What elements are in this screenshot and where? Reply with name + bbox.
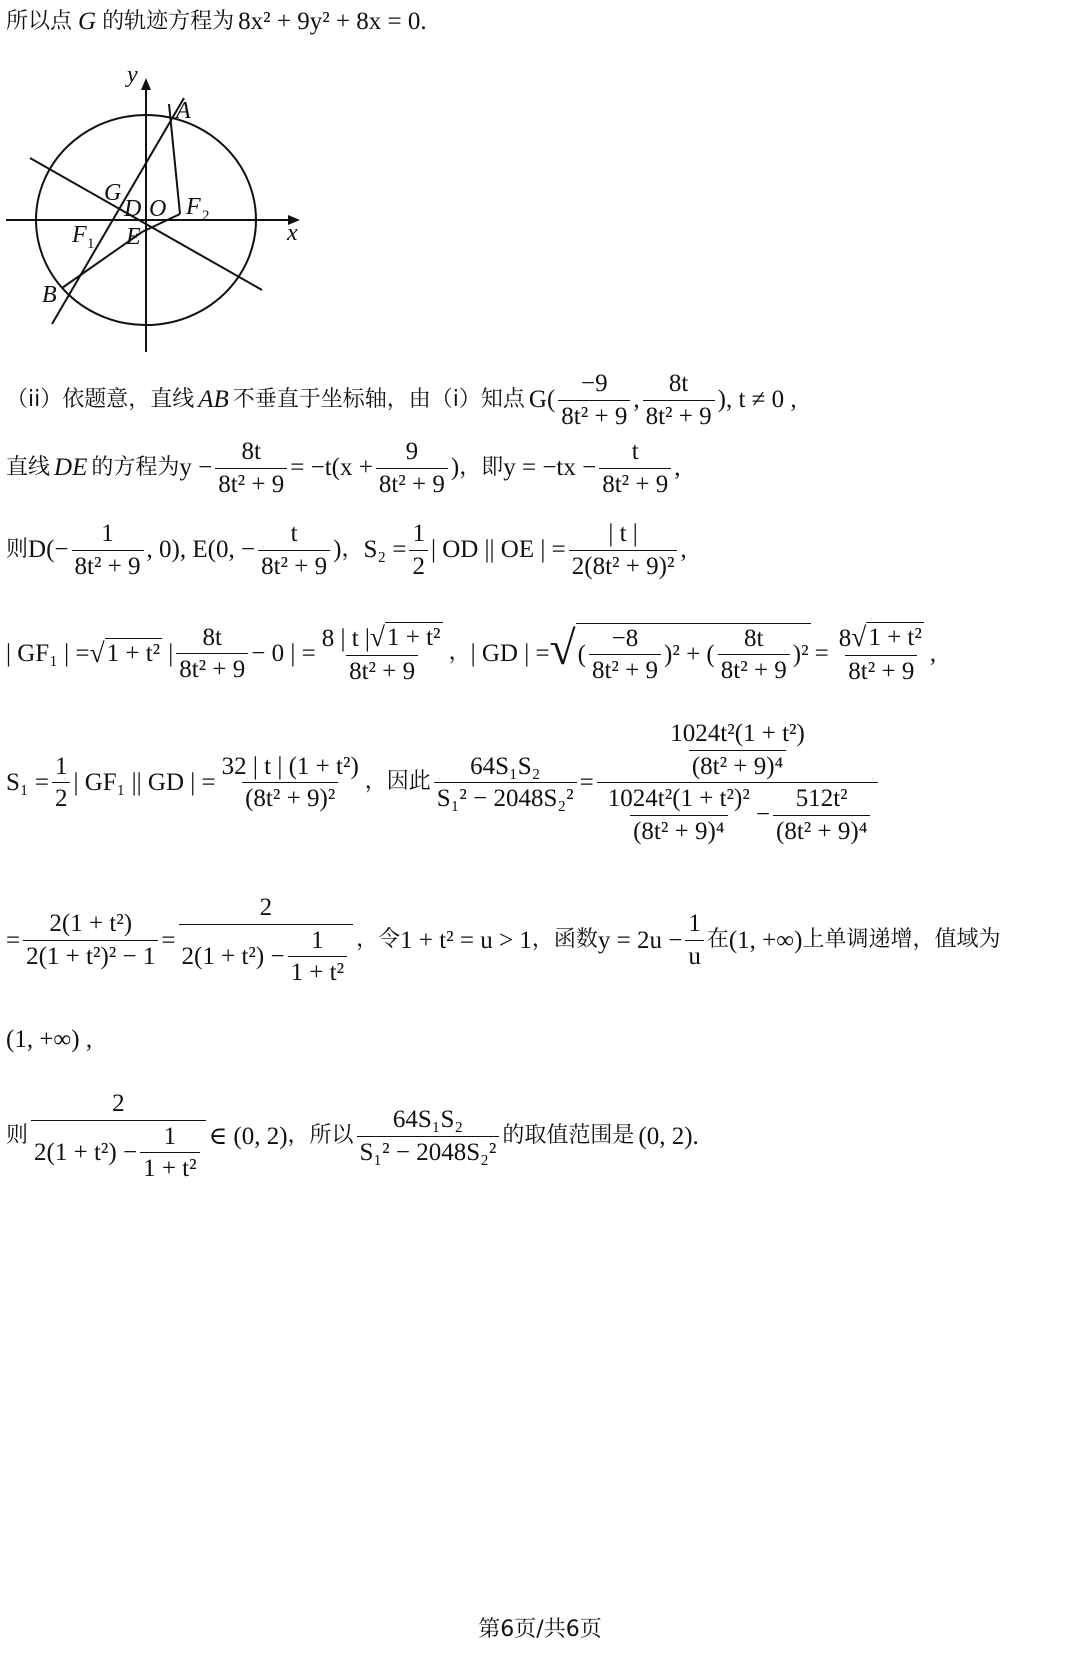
fraction: $\frac{-9}{\text{8t² + 9}}$	[558, 370, 630, 430]
text: 则	[6, 536, 29, 562]
text: ，所以	[287, 1123, 354, 1149]
expr: (1, +∞) ,	[6, 1026, 93, 1053]
line-de-equation	[6, 438, 1074, 498]
expr: 1 + t² = u > 1	[400, 926, 532, 954]
label-e: E	[126, 224, 141, 250]
fraction: 2 2(1 + t²) − $\frac{1}{\text{1 + t²}}$	[179, 894, 354, 987]
fraction: $\frac{8t}{\text{8t² + 9}}$	[215, 438, 287, 498]
comma: ,	[674, 454, 681, 482]
text: ，即	[459, 454, 504, 480]
compound-fraction: $\frac{\text{1024t²(1 + t²)}}{\text{(8t² + 9)⁴}}$ $\frac{\text{1024t²(1 + t²)²}}{\text{(8t² + 9)⁴}}$ − $\frac{\text{512t²}}{\text{(8t² + 9)⁴}}$	[597, 720, 879, 845]
text: （ii）依题意，直线	[6, 386, 195, 412]
fraction: $\frac{8t}{\text{8t² + 9}}$	[643, 370, 715, 430]
fraction: $\frac{1}{2}$	[409, 520, 428, 580]
expr: =	[161, 926, 176, 954]
part-ii-line	[6, 370, 1074, 430]
label-y: y	[127, 62, 138, 88]
sqrt: √ 1 + t²	[89, 637, 161, 669]
label-d: D	[124, 196, 142, 222]
expr: S₂ =	[363, 536, 407, 564]
gf1-gd-line	[6, 622, 1074, 685]
result: (0, 2)	[638, 1122, 693, 1150]
fraction: $\frac{t}{\text{8t² + 9}}$	[599, 438, 671, 498]
text: 上单调递增，值域为	[802, 927, 1001, 953]
sqrt: √ ( $\frac{-8}{\text{8t² + 9}}$ )² + ( $\frac{8t}{\text{8t² + 9}}$ )²	[549, 622, 809, 684]
fraction: $\frac{9}{\text{8t² + 9}}$	[376, 438, 448, 498]
period: .	[692, 1122, 699, 1150]
fraction: 8 √ 1 + t² 8t² + 9	[838, 621, 922, 685]
expr: | GF₁ || GD | =	[73, 768, 216, 796]
expr: )	[450, 454, 460, 482]
expr: y = 2u −	[597, 926, 683, 954]
expr: D(−	[28, 536, 69, 564]
text: 的取值范围是	[502, 1123, 635, 1149]
trajectory-line	[6, 8, 1074, 36]
text: 直线	[6, 454, 51, 480]
label-f1-sub: 1	[87, 236, 95, 252]
line-name: DE	[54, 454, 88, 482]
condition: ), t ≠ 0 ,	[717, 386, 797, 414]
text: ，	[341, 536, 364, 562]
text: 的方程为	[91, 454, 180, 480]
comma: ,	[929, 639, 937, 667]
trajectory-equation: 8x² + 9y² + 8x = 0	[238, 8, 421, 35]
point-g: G(	[528, 386, 556, 414]
text: ，	[448, 640, 471, 666]
label-a: A	[176, 98, 191, 124]
label-x: x	[287, 220, 298, 246]
range-line	[6, 1026, 1074, 1054]
fraction: 2 2(1 + t²) − $\frac{1}{\text{1 + t²}}$	[31, 1090, 206, 1183]
label-f2: F	[186, 194, 201, 220]
expr: = −t(x +	[290, 454, 373, 482]
text: 所以点	[6, 8, 73, 34]
expr: =	[814, 639, 829, 667]
conclusion-line	[6, 1090, 1074, 1183]
expr: (1, +∞)	[728, 926, 803, 954]
fraction: $\frac{\text{2(1 + t²)}}{\text{2(1 + t²)² − 1}}$	[23, 910, 158, 970]
fraction: $\frac{1}{2}$	[52, 753, 71, 813]
text: 不垂直于坐标轴，由（i）知点	[232, 386, 525, 412]
label-f1: F	[72, 222, 87, 248]
comma: ,	[633, 386, 640, 414]
expr: y = −tx −	[503, 454, 597, 482]
fraction: $\frac{\text{64S₁S₂}}{\text{S₁² − 2048S₂²}}$	[357, 1106, 500, 1166]
expr: |	[168, 639, 174, 667]
fraction: $\frac{1}{u}$	[685, 910, 704, 970]
simplification-line	[6, 894, 1074, 987]
comma: ,	[680, 536, 687, 564]
ellipse-diagram	[0, 62, 330, 362]
line-name: AB	[198, 386, 229, 414]
text: 的轨迹方程为	[102, 8, 235, 34]
label-f2-sub: 2	[202, 208, 210, 224]
text: 在	[706, 927, 729, 953]
label-b: B	[42, 282, 57, 308]
y-axis-arrow	[141, 78, 151, 90]
text: ，令	[356, 927, 401, 953]
point-g: G	[78, 8, 97, 35]
label-g: G	[104, 180, 122, 206]
label-o: O	[149, 196, 167, 222]
expr: , 0), E(0, −	[146, 536, 256, 564]
expr: − 0 | =	[251, 639, 316, 667]
expr: y −	[179, 454, 213, 482]
expr: =	[6, 926, 21, 954]
text: 则	[6, 1123, 29, 1149]
fraction: 8 | t | √ 1 + t² 8t² + 9	[321, 621, 441, 685]
fraction: $\frac{\text{32 | t | (1 + t²)}}{\text{(8t² + 9)²}}$	[221, 752, 359, 812]
expr: =	[579, 768, 594, 796]
s1-line	[6, 720, 1074, 845]
expr: | GD | =	[470, 639, 550, 667]
period: .	[420, 8, 427, 35]
fraction: $\frac{\text{64S₁S₂}}{\text{S₁² − 2048S₂²}}$	[434, 753, 577, 813]
expr: )	[333, 536, 342, 564]
points-de-line	[6, 520, 1074, 580]
expr: ∈ (0, 2)	[208, 1122, 288, 1150]
fraction: $\frac{t}{\text{8t² + 9}}$	[258, 520, 330, 580]
text: ，函数	[531, 927, 598, 953]
expr: | OD || OE | =	[430, 536, 566, 564]
text: ，因此	[364, 769, 431, 795]
fraction: $\frac{8t}{\text{8t² + 9}}$	[176, 624, 248, 684]
fraction: $\frac{| t |}{\text{2(8t² + 9)²}}$	[569, 520, 678, 580]
fraction: $\frac{1}{\text{8t² + 9}}$	[72, 520, 144, 580]
page-footer: 第6页/共6页	[478, 1617, 602, 1642]
expr: | GF₁ | =	[6, 639, 90, 667]
expr: S₁ =	[6, 768, 49, 796]
